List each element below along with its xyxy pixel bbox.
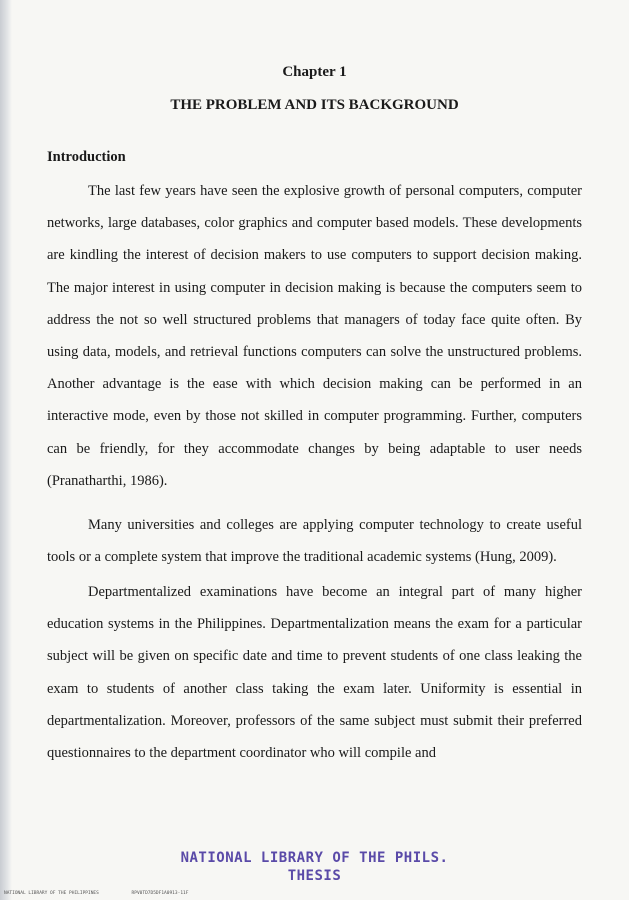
footer-code: RPV0TD7D5DF1A0913-11F xyxy=(131,891,189,896)
chapter-label: Chapter 1 xyxy=(282,64,347,80)
library-stamp-line: NATIONAL LIBRARY OF THE PHILS. xyxy=(180,850,449,866)
scan-edge-shadow xyxy=(0,0,12,900)
thesis-stamp-line: THESIS xyxy=(287,868,342,884)
paragraph: The last few years have seen the explosive growth of personal computers, computer networks, large databases, color graphics and computer based models. These developments are kindling the interest of decision makers to use computers to support decision making. The major interest in using computer in decision making is because the computers seem to address the not so well structured problems that managers of today face quite often. By using data, models, and retrieval functions computers can solve the unstructured problems. Another advantage is the ease with which decision making can be performed in an interactive mode, even by those not skilled in computer programming. Further, computers can be friendly, for they accommodate changes by being adaptable to user needs (Pranatharthi, 1986). xyxy=(47,183,582,489)
scan-footer xyxy=(4,891,218,896)
paragraph: Many universities and colleges are applying computer technology to create useful tools or a complete system that improve the traditional academic systems (Hung, 2009). xyxy=(47,517,582,566)
paragraph: Departmentalized examinations have become an integral part of many higher education systems in the Philippines. Departmentalization means the exam for a particular subject will be given on specific date and time to prevent students of one class leaking the exam to students of another class taking the exam later. Uniformity is essential in departmentalization. Moreover, professors of the same subject must submit their preferred questionnaires to the department coordinator who will compile and xyxy=(47,584,582,762)
chapter-title: THE PROBLEM AND ITS BACKGROUND xyxy=(170,97,459,113)
section-heading: Introduction xyxy=(47,149,126,165)
footer-library: NATIONAL LIBRARY OF THE PHILIPPINES xyxy=(4,891,99,896)
